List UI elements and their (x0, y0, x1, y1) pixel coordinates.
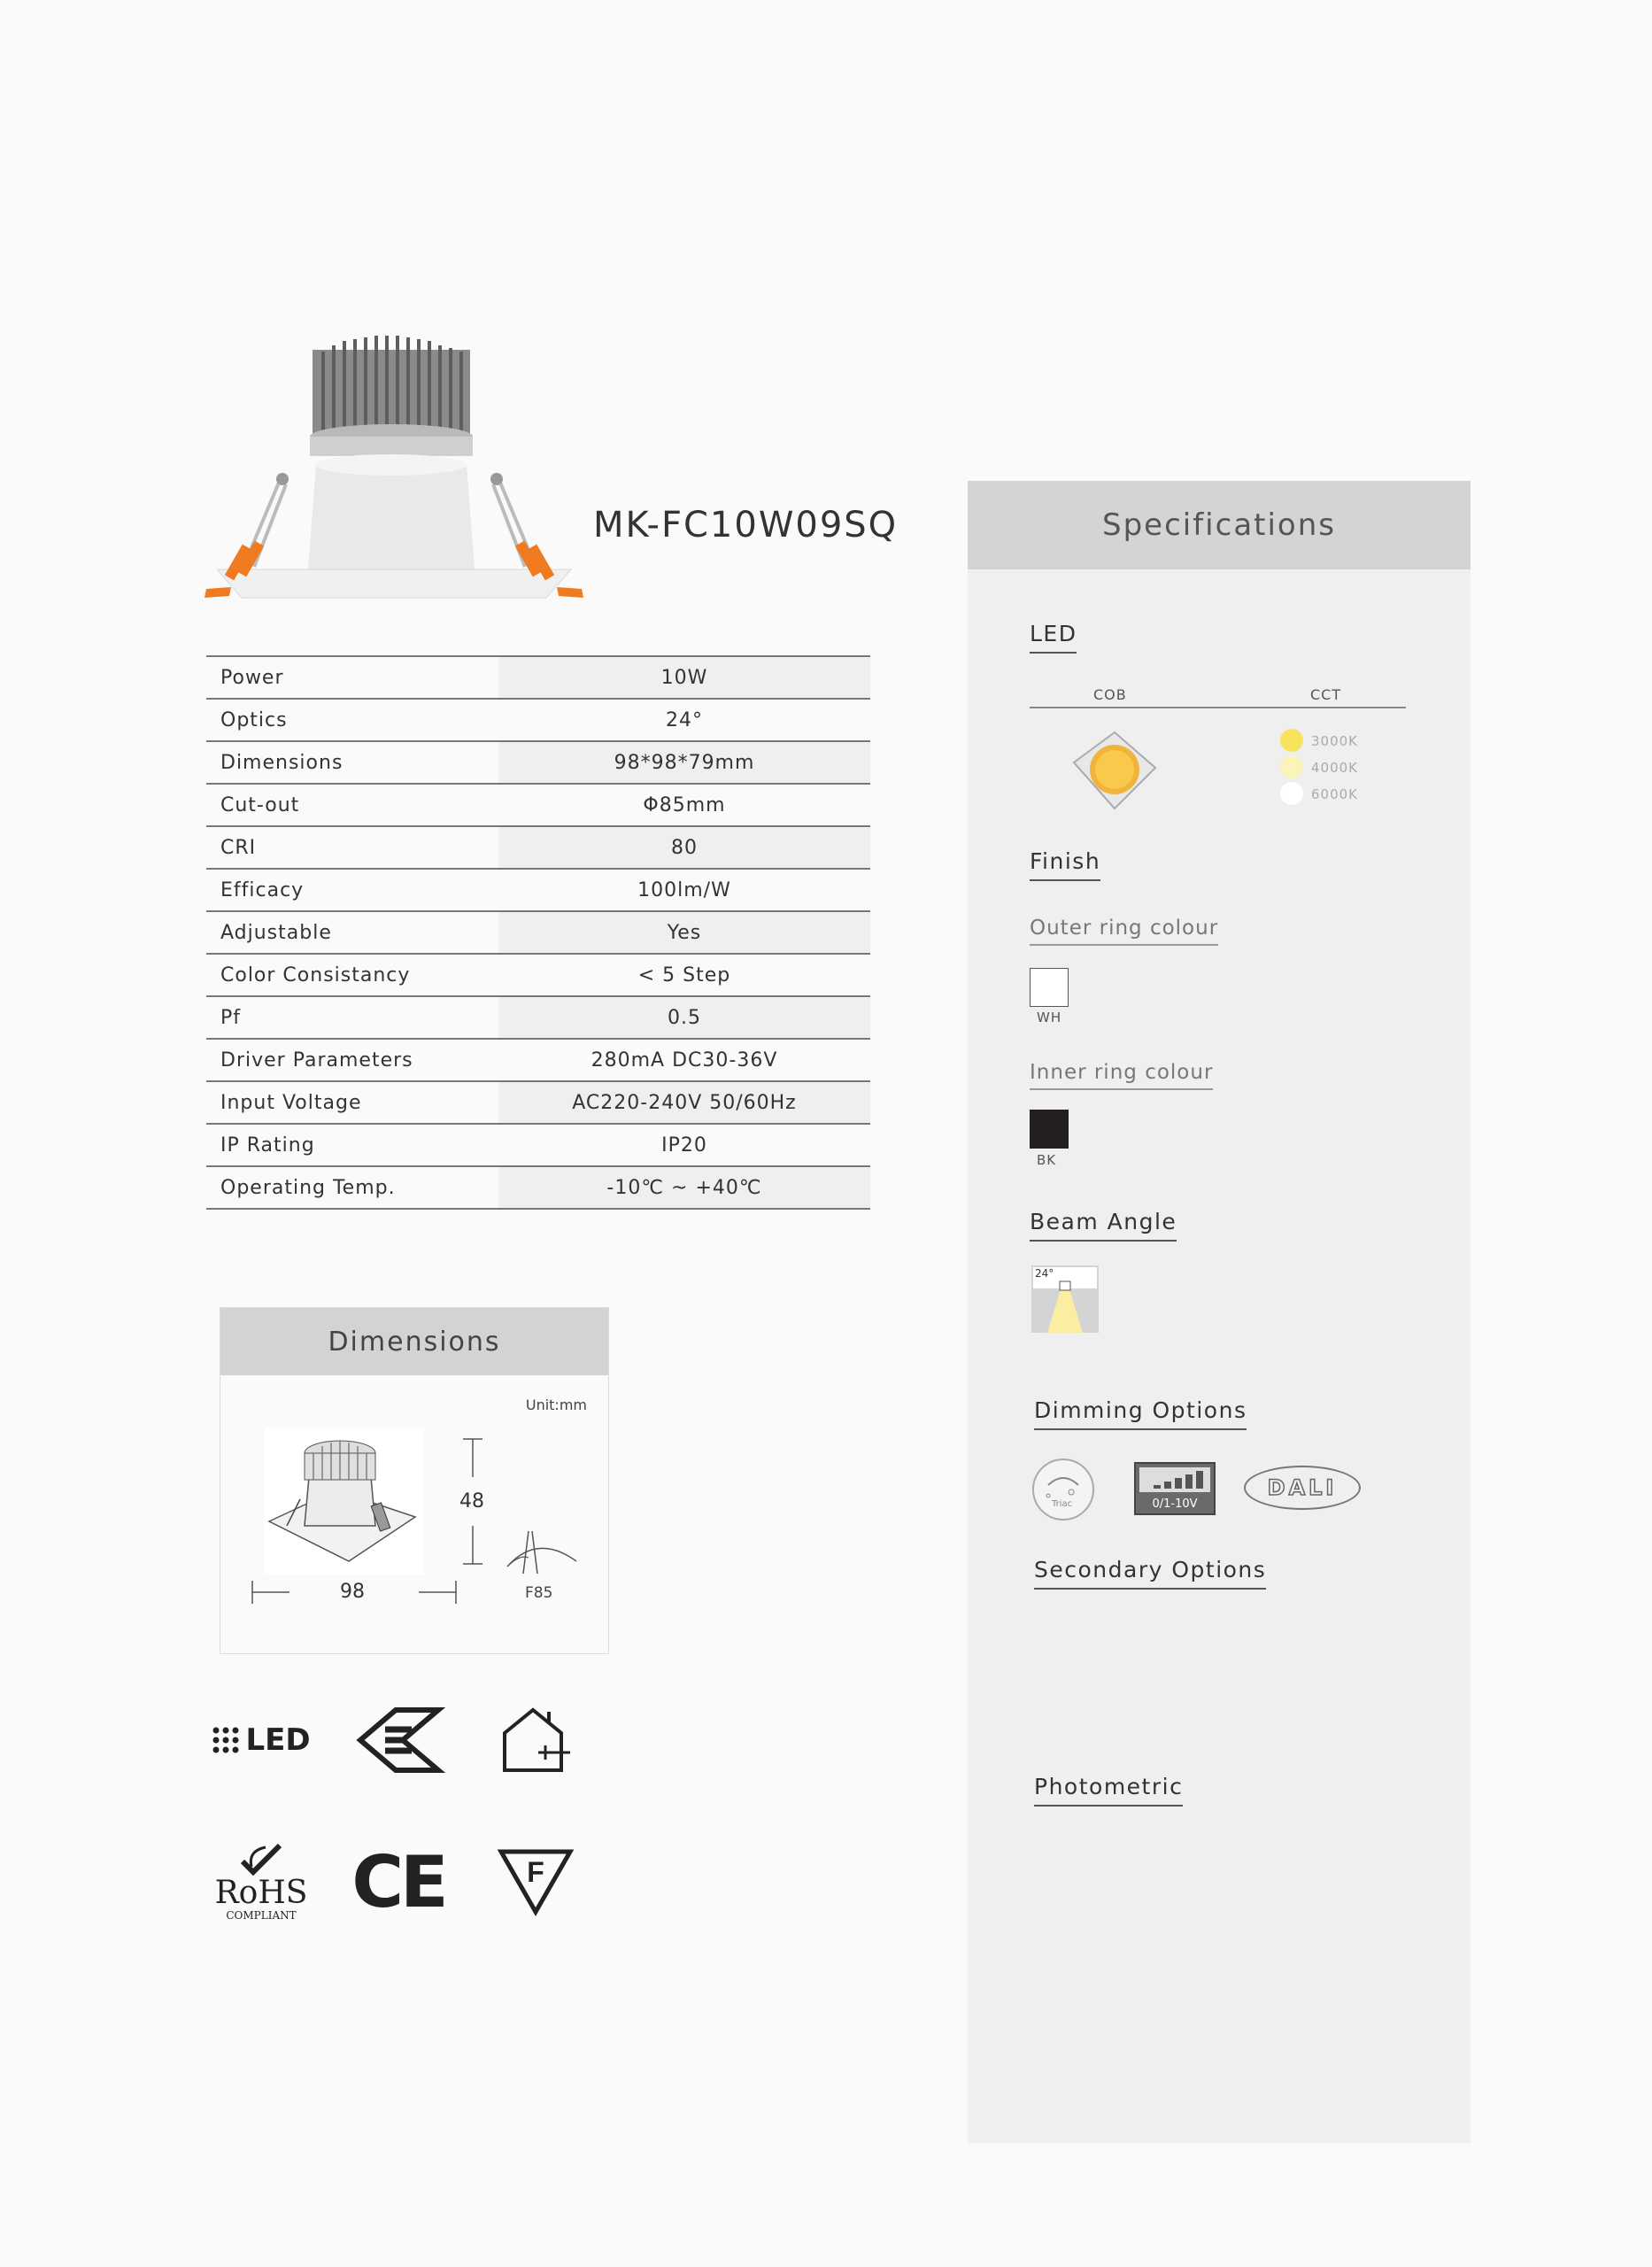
table-row (206, 827, 870, 870)
spec-value: < 5 Step (498, 955, 870, 995)
spec-label: CRI (206, 827, 498, 868)
spec-label: Optics (206, 700, 498, 740)
spec-label: Efficacy (206, 870, 498, 910)
finish-section-title: Finish (1030, 848, 1100, 881)
cct-6000-swatch (1280, 782, 1303, 805)
table-row (206, 997, 870, 1040)
specifications-panel (968, 481, 1471, 2143)
triac-icon (1032, 1458, 1094, 1520)
photometric-section-title: Photometric (1034, 1774, 1183, 1807)
spec-value: 0.5 (498, 997, 870, 1038)
spec-value: 280mA DC30-36V (498, 1040, 870, 1080)
beam-angle-icon (1031, 1265, 1099, 1333)
spec-label: Pf (206, 997, 498, 1038)
table-row (206, 785, 870, 827)
model-number: MK-FC10W09SQ (593, 505, 899, 545)
spec-value: 24° (498, 700, 870, 740)
f-mark-icon (469, 1815, 602, 1948)
outer-ring-title: Outer ring colour (1030, 917, 1218, 946)
table-row (206, 1167, 870, 1210)
spec-table (206, 655, 870, 1210)
enec-icon (332, 1674, 465, 1807)
spec-value: Φ85mm (498, 785, 870, 825)
led-dots-icon (212, 1726, 240, 1754)
dali-label: DALI (1267, 1475, 1338, 1500)
dimension-drawing-icon (265, 1428, 433, 1579)
table-row (206, 657, 870, 700)
dimensions-title: Dimensions (220, 1308, 608, 1375)
spec-label: Input Voltage (206, 1082, 498, 1123)
zero-ten-label: 0/1-10V (1152, 1497, 1198, 1511)
triac-label: Triac (1052, 1499, 1073, 1509)
unit-label: Unit:mm (525, 1397, 587, 1413)
cct-3000-swatch (1280, 729, 1303, 752)
spec-value: 100lm/W (498, 870, 870, 910)
outer-ring-swatch (1030, 968, 1069, 1007)
secondary-section-title: Secondary Options (1034, 1557, 1266, 1590)
spec-label: Color Consistancy (206, 955, 498, 995)
dali-icon (1244, 1466, 1361, 1510)
spec-label: Power (206, 657, 498, 698)
cct-4000-label: 4000K (1311, 760, 1359, 776)
ce-label: CE (351, 1840, 445, 1923)
cob-label: COB (1093, 686, 1127, 703)
spec-value: -10℃ ~ +40℃ (498, 1167, 870, 1208)
cct-4000-swatch (1280, 755, 1303, 778)
cct-3000-label: 3000K (1311, 733, 1359, 749)
led-label: LED (245, 1722, 311, 1758)
height-value: 48 (459, 1490, 484, 1513)
spec-value: 10W (498, 657, 870, 698)
table-row (206, 955, 870, 997)
beam-angle-label: 24° (1035, 1267, 1054, 1280)
spec-label: Operating Temp. (206, 1167, 498, 1208)
f-mark-label: F (527, 1856, 544, 1888)
table-row (206, 1082, 870, 1125)
spec-value: Yes (498, 912, 870, 953)
inner-ring-swatch (1030, 1110, 1069, 1149)
spec-label: Adjustable (206, 912, 498, 953)
table-row (206, 912, 870, 955)
led-section-title: LED (1030, 621, 1077, 654)
table-row (206, 870, 870, 912)
led-icon (195, 1674, 328, 1807)
dimensions-box (220, 1307, 609, 1654)
width-value: 98 (340, 1581, 365, 1603)
table-row (206, 742, 870, 785)
inner-ring-title: Inner ring colour (1030, 1061, 1213, 1090)
zero-ten-icon (1134, 1462, 1216, 1515)
rohs-icon (195, 1815, 328, 1948)
certifications (195, 1674, 611, 1975)
table-row (206, 1040, 870, 1082)
spec-value: 98*98*79mm (498, 742, 870, 783)
cct-6000-label: 6000K (1311, 786, 1359, 802)
beam-section-title: Beam Angle (1030, 1209, 1177, 1242)
spec-label: Dimensions (206, 742, 498, 783)
table-row (206, 1125, 870, 1167)
led-divider (1030, 707, 1406, 708)
spec-value: AC220-240V 50/60Hz (498, 1082, 870, 1123)
product-image (199, 332, 589, 607)
cutout-value: F85 (525, 1584, 553, 1602)
outer-ring-code: WH (1037, 1010, 1062, 1025)
panel-title: Specifications (968, 481, 1471, 569)
rohs-sub-label: COMPLIANT (226, 1909, 297, 1922)
spec-value: IP20 (498, 1125, 870, 1165)
spec-label: Driver Parameters (206, 1040, 498, 1080)
indoor-icon (469, 1674, 602, 1807)
cob-chip-icon (1065, 727, 1162, 816)
spec-label: IP Rating (206, 1125, 498, 1165)
cutout-icon (502, 1528, 582, 1577)
spec-label: Cut-out (206, 785, 498, 825)
spec-value: 80 (498, 827, 870, 868)
leaf-check-icon (239, 1842, 283, 1877)
dimming-section-title: Dimming Options (1034, 1397, 1247, 1430)
ce-icon (332, 1815, 465, 1948)
inner-ring-code: BK (1037, 1152, 1057, 1168)
cct-label: CCT (1310, 686, 1342, 703)
rohs-label: RoHS (214, 1875, 308, 1911)
table-row (206, 700, 870, 742)
